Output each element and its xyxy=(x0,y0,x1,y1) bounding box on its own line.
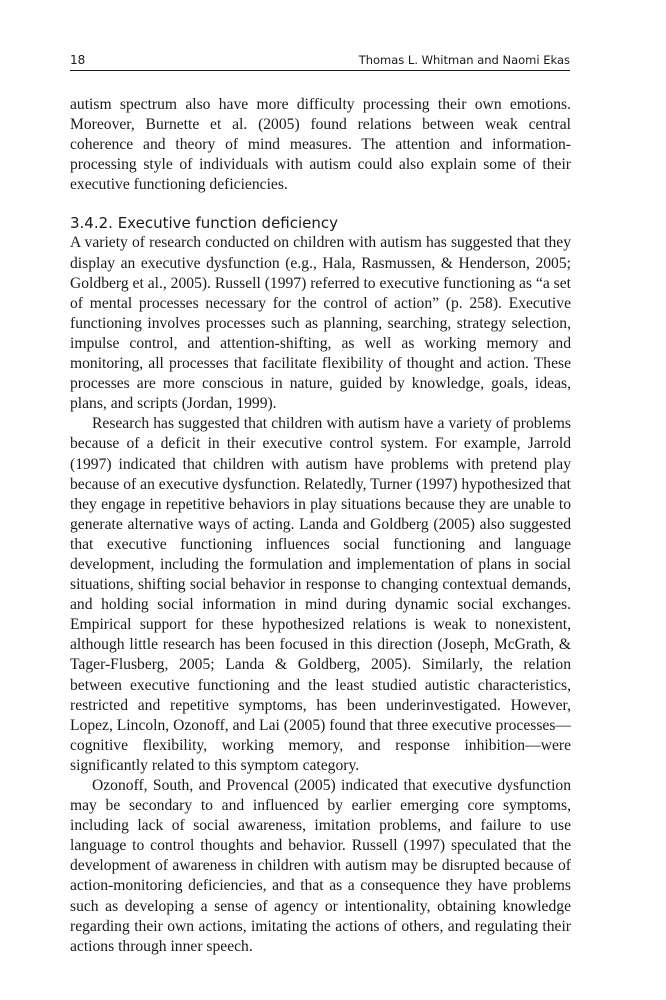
continued-paragraph: autism spectrum also have more difficulty processing their own emotions. Moreover, Burnette et al. (2005) found relations between weak central coherence and theory of mind measures. The attention and information-processing style of individuals with autism could also explain some of their executive functioning deficiencies. xyxy=(70,96,571,194)
body-text xyxy=(70,95,571,957)
running-head-authors: Thomas L. Whitman and Naomi Ekas xyxy=(358,53,570,67)
page-number: 18 xyxy=(70,53,86,67)
paragraph-executive-control-problems: Research has suggested that children with autism have a variety of problems because of a deficit in their executive control system. For example, Jarrold (1997) indicated that children with autism have problems with pretend play because of an executive dysfunction. Relatedly, Turner (1997) hypothesized that they engage in repetitive behaviors in play situations because they are unable to generate alternative ways of acting. Landa and Goldberg (2005) also suggested that executive functioning influences social functioning and language development, including the formulation and implementation of plans in social situations, shifting social behavior in response to changing contextual demands, and holding social information in mind during dynamic social exchanges. Empirical support for these hypothesized relations is weak to nonexistent, although little research has been focused in this direction (Joseph, McGrath, & Tager-Flusberg, 2005; Landa & Goldberg, 2005). Similarly, the relation between executive functioning and the least studied autistic characteristics, restricted and repetitive symptoms, has been underinvestigated. However, Lopez, Lincoln, Ozonoff, and Lai (2005) found that three executive processes—cognitive flexibility, working memory, and response inhibition—were significantly related to this symptom category. xyxy=(70,415,571,774)
paragraph-secondary-dysfunction: Ozonoff, South, and Provencal (2005) indicated that executive dysfunction may be secondary to and influenced by earlier emerging core symptoms, including lack of social awareness, imitation problems, and failure to use language to control thoughts and behavior. Russell (1997) speculated that the development of awareness in children with autism may be disrupted because of action-monitoring deficiencies, and that as a consequence they have problems such as developing a sense of agency or intentionality, obtaining knowledge regarding their own actions, imitating the actions of others, and regulating their actions through inner speech. xyxy=(70,777,571,955)
running-head xyxy=(70,45,570,71)
section-heading: 3.4.2. Executive function deficiency xyxy=(70,214,339,233)
paragraph-executive-dysfunction: A variety of research conducted on children with autism has suggested that they display an executive dysfunction (e.g., Hala, Rasmussen, & Henderson, 2005; Goldberg et al., 2005). Russell (1997) referred to executive functioning as “a set of mental processes necessary for the control of action” (p. 258). Executive functioning involves processes such as planning, searching, strategy selection, impulse control, and attention-shifting, as well as working memory and monitoring, all processes that facilitate flexibility of thought and action. These processes are more conscious in nature, guided by knowledge, goals, ideas, plans, and scripts (Jordan, 1999). xyxy=(70,234,571,413)
